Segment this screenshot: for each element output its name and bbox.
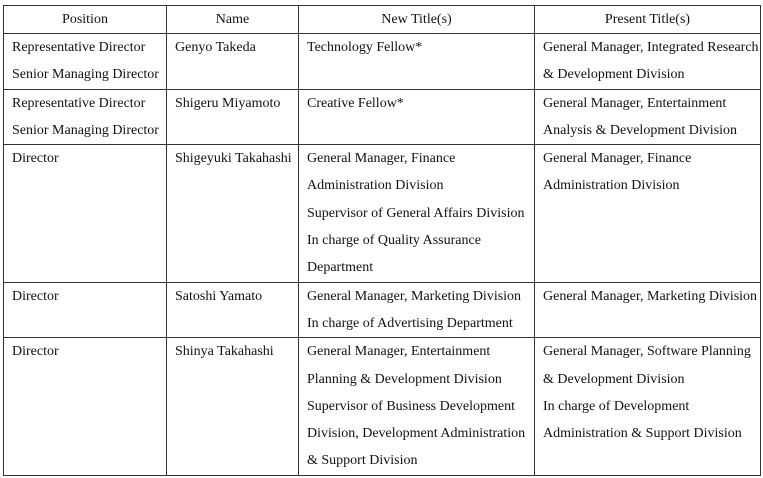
name-text: Satoshi Yamato — [175, 288, 263, 304]
new-title-line: General Manager, Marketing Division — [307, 288, 522, 304]
position-line: Director — [12, 344, 59, 360]
present-titles-cell — [535, 145, 761, 282]
present-title-line: General Manager, Entertainment — [543, 95, 727, 111]
present-title-line: & Development Division — [543, 371, 685, 387]
new-title-line: & Support Division — [307, 453, 418, 469]
position-line: Representative Director — [12, 95, 146, 111]
table-row — [4, 338, 761, 475]
position-cell — [4, 282, 167, 338]
position-cell — [4, 145, 167, 282]
new-title-line: Division, Development Administration — [307, 426, 526, 442]
position-cell — [4, 338, 167, 475]
name-cell — [167, 145, 299, 282]
header-position: Position — [4, 6, 167, 34]
present-title-line: General Manager, Marketing Division — [543, 288, 758, 304]
new-title-line: Supervisor of Business Development — [307, 398, 516, 414]
position-line: Senior Managing Director — [12, 122, 159, 138]
new-title-line: In charge of Quality Assurance — [307, 233, 481, 249]
new-titles-cell — [299, 338, 535, 475]
new-titles-cell — [299, 282, 535, 338]
present-title-line: Administration Division — [543, 178, 680, 194]
name-text: Genyo Takeda — [175, 40, 256, 55]
position-line: Senior Managing Director — [12, 67, 159, 83]
name-cell — [167, 89, 299, 145]
name-cell — [167, 34, 299, 90]
name-cell — [167, 282, 299, 338]
header-present-titles: Present Title(s) — [535, 6, 761, 34]
present-title-line: General Manager, Software Planning — [543, 344, 751, 360]
table-row — [4, 282, 761, 338]
table-header — [4, 6, 761, 34]
position-line: Director — [12, 288, 59, 304]
name-cell — [167, 338, 299, 475]
new-title-line: Administration Division — [307, 178, 444, 194]
header-new-titles: New Title(s) — [299, 6, 535, 34]
present-title-line: Administration & Support Division — [543, 426, 742, 442]
present-titles-cell — [535, 89, 761, 145]
present-titles-cell — [535, 338, 761, 475]
new-titles-cell — [299, 89, 535, 145]
new-title-line: General Manager, Entertainment — [307, 344, 491, 360]
present-title-line: In charge of Development — [543, 398, 690, 414]
new-titles-cell — [299, 145, 535, 282]
name-text: Shinya Takahashi — [175, 344, 274, 360]
new-title-line: Planning & Development Division — [307, 371, 502, 387]
present-title-line: & Development Division — [543, 67, 685, 83]
table-row — [4, 89, 761, 145]
new-title-line: In charge of Advertising Department — [307, 315, 513, 331]
new-titles-cell — [299, 34, 535, 90]
new-title-line: Supervisor of General Affairs Division — [307, 205, 525, 221]
name-text: Shigeyuki Takahashi — [175, 151, 292, 167]
position-cell — [4, 34, 167, 90]
present-titles-cell — [535, 282, 761, 338]
new-title-line: Creative Fellow* — [307, 95, 404, 111]
present-title-line: General Manager, Integrated Research — [543, 40, 759, 55]
new-title-line: Department — [307, 260, 374, 276]
table-row — [4, 34, 761, 90]
header-name: Name — [167, 6, 299, 34]
present-title-line: General Manager, Finance — [543, 151, 692, 167]
position-line: Director — [12, 151, 59, 167]
table-row — [4, 145, 761, 282]
header-row — [4, 6, 761, 34]
name-text: Shigeru Miyamoto — [175, 95, 281, 111]
new-title-line: General Manager, Finance — [307, 151, 456, 167]
officers-table — [3, 5, 761, 476]
table-body — [4, 34, 761, 476]
position-cell — [4, 89, 167, 145]
present-title-line: Analysis & Development Division — [543, 122, 738, 138]
new-title-line: Technology Fellow* — [307, 40, 423, 55]
position-line: Representative Director — [12, 40, 146, 55]
present-titles-cell — [535, 34, 761, 90]
